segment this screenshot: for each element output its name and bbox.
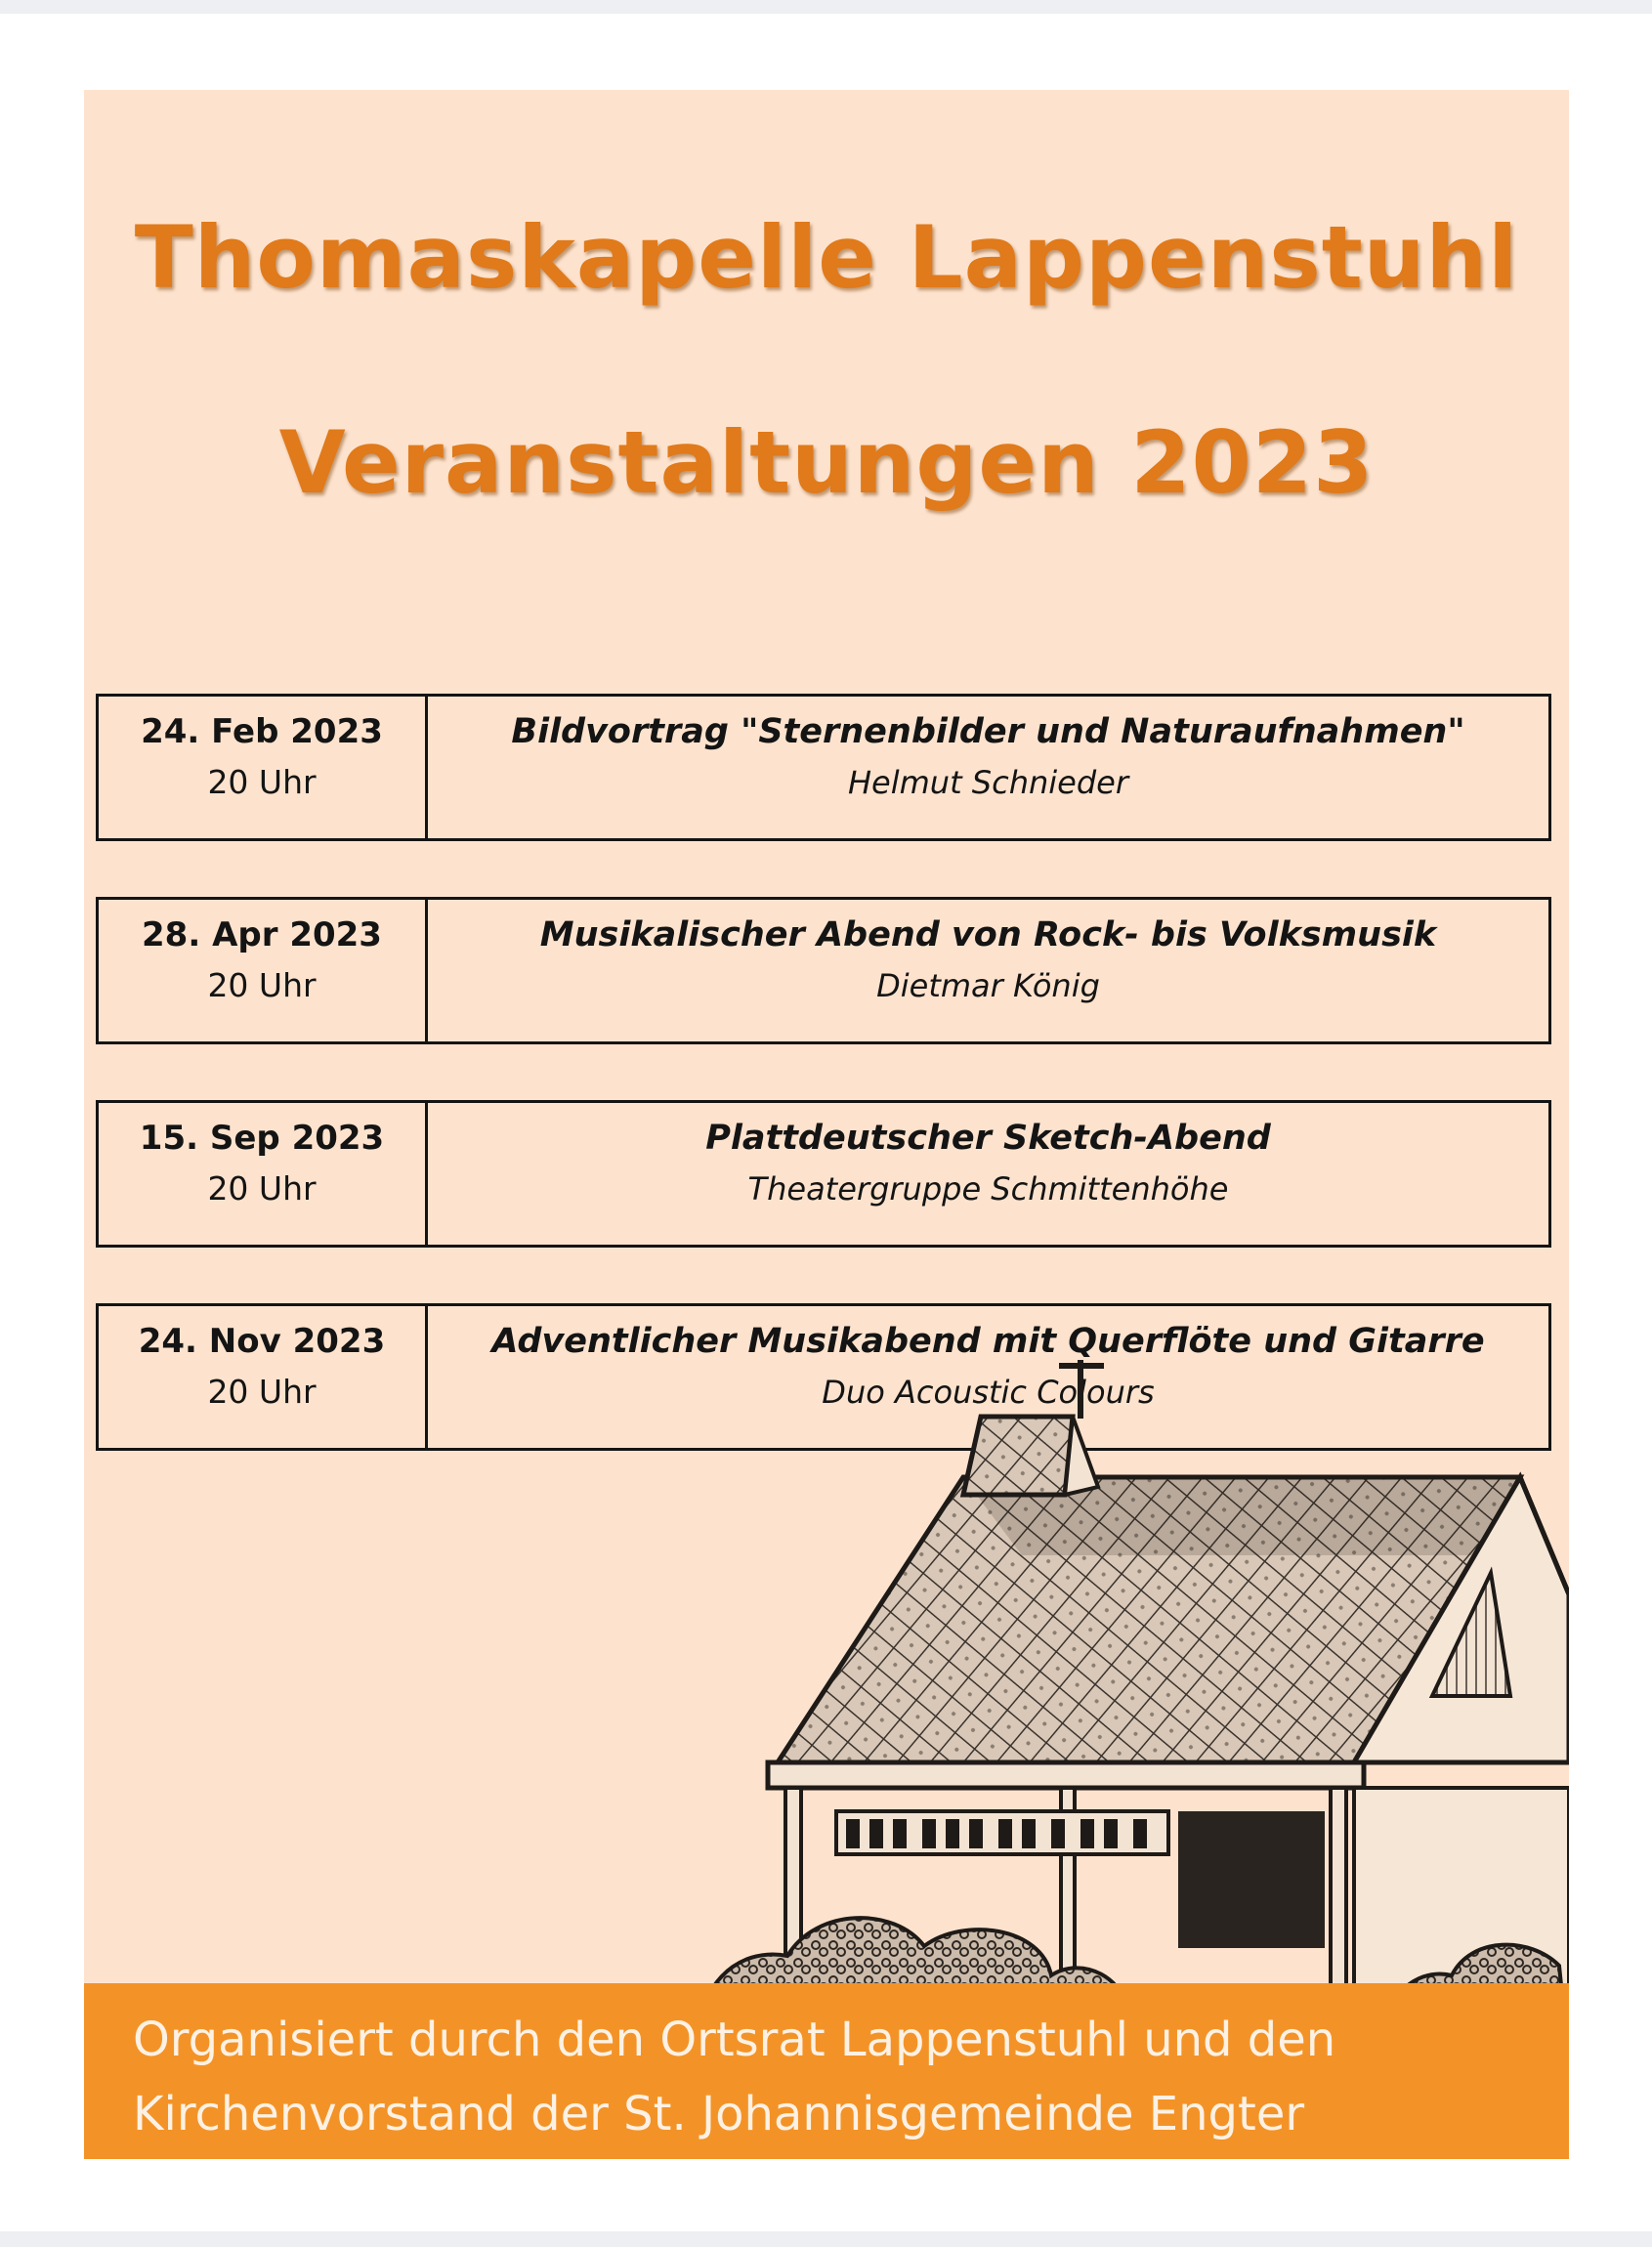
event-time: 20 Uhr — [207, 763, 317, 801]
event-date-cell — [99, 1103, 428, 1245]
event-date-cell — [99, 697, 428, 838]
event-performer: Helmut Schnieder — [847, 764, 1128, 801]
footer-line-2: Kirchenvorstand der St. Johannisgemeinde Engter — [133, 2087, 1305, 2141]
poster-subtitle: Veranstaltungen 2023 — [278, 412, 1375, 513]
event-date: 24. Nov 2023 — [138, 1322, 386, 1361]
event-performer: Dietmar König — [876, 967, 1100, 1004]
chapel-drawing-icon — [670, 1360, 1569, 2063]
bottom-margin-strip — [0, 2231, 1652, 2247]
event-info-cell — [428, 900, 1548, 1041]
event-performer: Theatergruppe Schmittenhöhe — [747, 1170, 1229, 1208]
footer-banner — [84, 1983, 1569, 2159]
event-title: Musikalischer Abend von Rock- bis Volksmusik — [539, 915, 1437, 954]
event-row — [96, 897, 1551, 1044]
event-row — [96, 694, 1551, 841]
event-date-cell — [99, 900, 428, 1041]
event-time: 20 Uhr — [207, 1169, 317, 1208]
event-time: 20 Uhr — [207, 966, 317, 1004]
footer-line-1: Organisiert durch den Ortsrat Lappenstuhl und den — [133, 2013, 1336, 2067]
event-poster — [84, 90, 1569, 2159]
event-info-cell — [428, 1103, 1548, 1245]
event-title: Bildvortrag "Sternenbilder und Naturaufnahmen" — [511, 712, 1465, 751]
event-title: Adventlicher Musikabend mit Querflöte und Gitarre — [491, 1322, 1485, 1361]
event-performer: Duo Acoustic Colours — [822, 1374, 1155, 1411]
event-date-cell — [99, 1306, 428, 1448]
event-date: 24. Feb 2023 — [141, 712, 383, 751]
poster-title: Thomaskapelle Lappenstuhl — [134, 207, 1519, 308]
top-margin-strip — [0, 0, 1652, 14]
event-row — [96, 1100, 1551, 1248]
event-date: 28. Apr 2023 — [142, 915, 382, 954]
event-info-cell — [428, 697, 1548, 838]
event-time: 20 Uhr — [207, 1373, 317, 1411]
event-date: 15. Sep 2023 — [139, 1119, 385, 1158]
event-title: Plattdeutscher Sketch-Abend — [705, 1119, 1271, 1158]
